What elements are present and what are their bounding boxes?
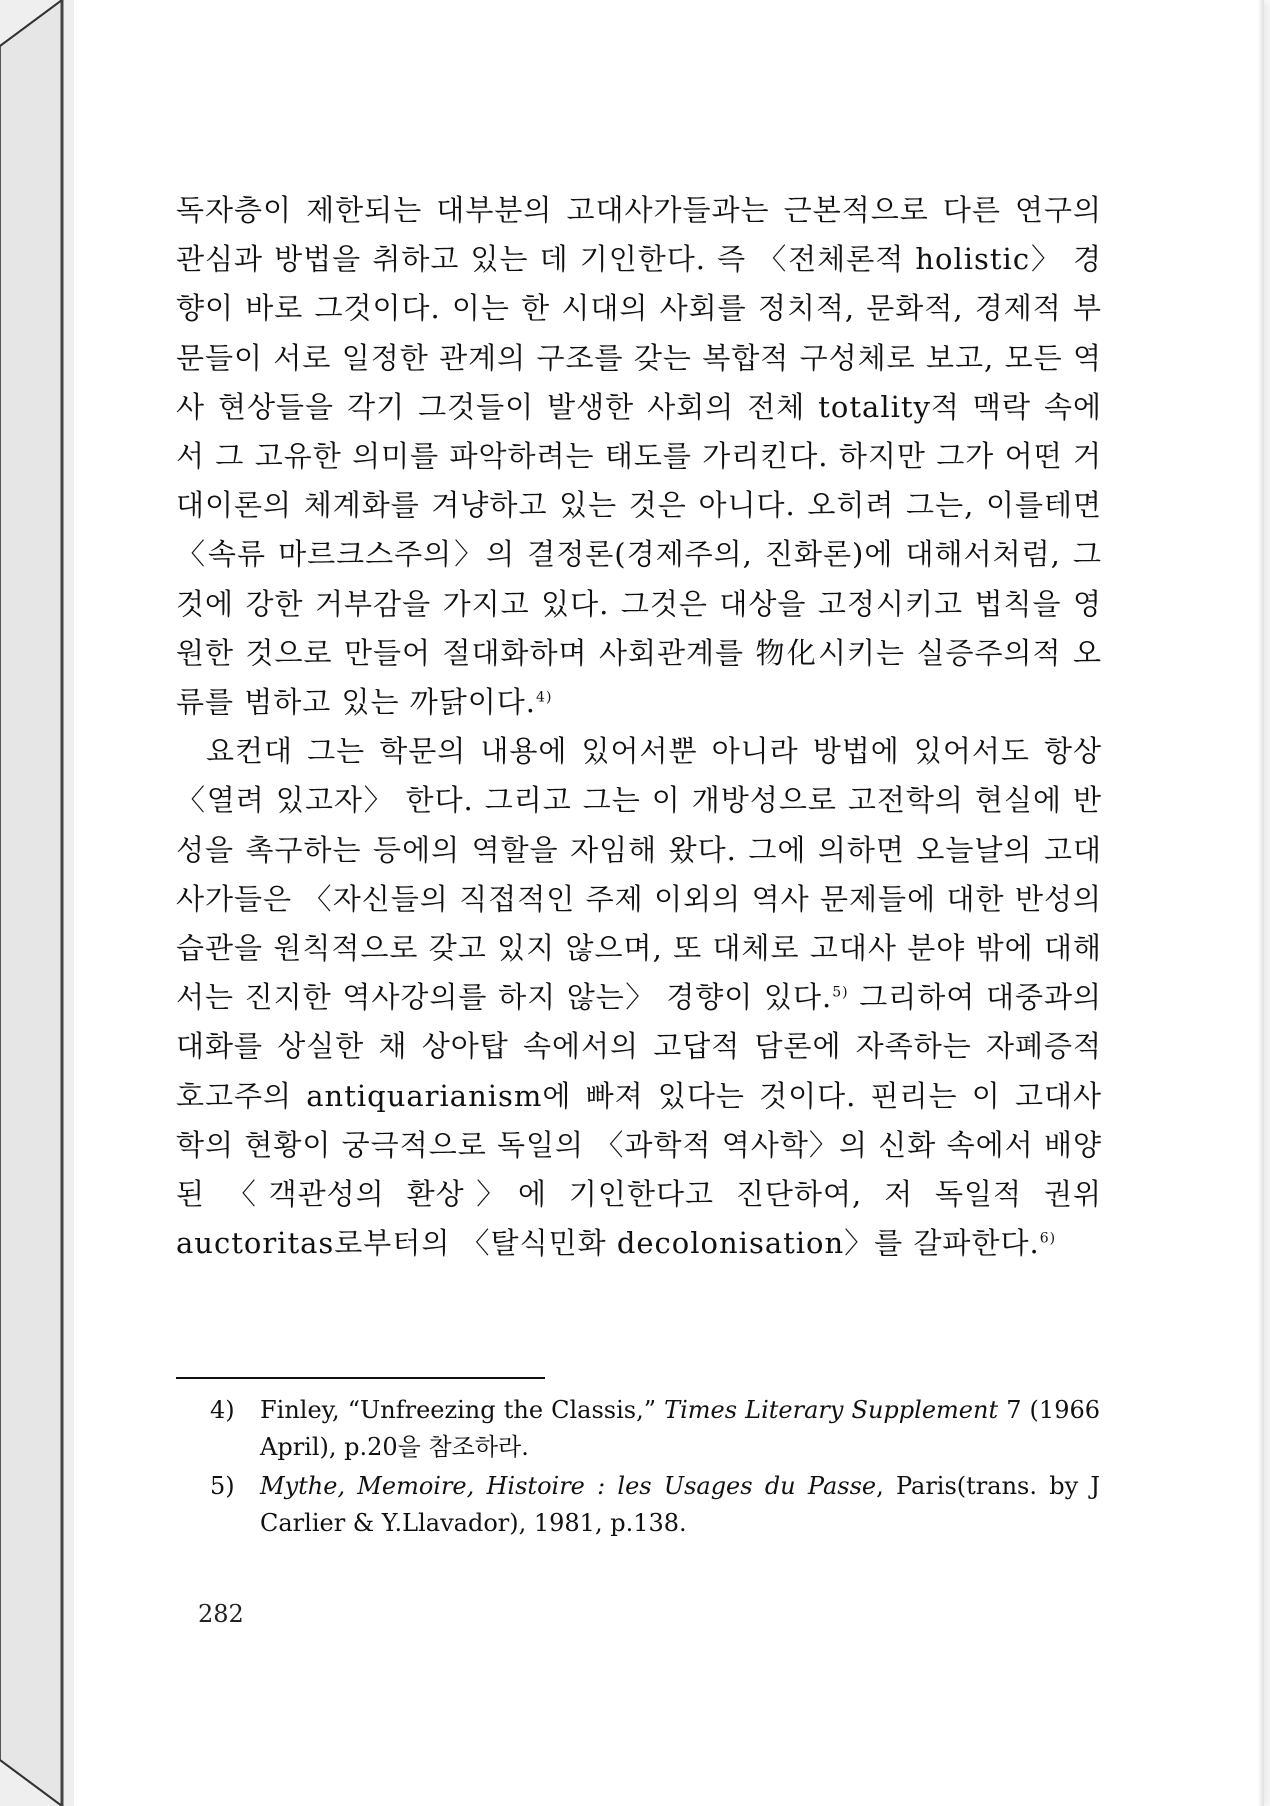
page-number: 282: [198, 1600, 244, 1628]
footnote-text: 7 (1966 April), p.20을 참조하라.: [260, 1396, 1100, 1461]
paragraph-1: [176, 186, 1102, 727]
footnote-5: [210, 1468, 1100, 1542]
footnote-ref-4: 4): [536, 689, 553, 706]
paragraph-2: [176, 727, 1102, 1268]
book-page-stack-edge: [0, 0, 74, 1806]
footnote-italic-title: Mythe, Memoire, Histoire : les Usages du Passe: [260, 1472, 877, 1500]
paragraph-1-text: 독자층이 제한되는 대부분의 고대사가들과는 근본적으로 다른 연구의 관심과 방법을 취하고 있는 데 기인한다. 즉 〈전체론적 holistic〉 경향이 바로 그것이다. 이는 한 시대의 사회를 정치적, 문화적, 경제적 부문들이 서로 일정한 관계의 구조를 갖는 복합적 구성체로 보고, 모든 역사 현상들을 각기 그것들이 발생한 사회의 전체 totality적 맥락 속에서 그 고유한 의미를 파악하려는 태도를 가리킨다. 하지만 그가 어떤 거대이론의 체계화를 겨냥하고 있는 것은 아니다. 오히려 그는, 이를테면 〈속류 마르크스주의〉의 결정론(경제주의, 진화론)에 대해서처럼, 그것에 강한 거부감을 가지고 있다. 그것은 대상을 고정시키고 법칙을 영원한 것으로 만들어 절대화하며 사회관계를 物化시키는 실증주의적 오류를 범하고 있는 까닭이다.: [176, 193, 1102, 720]
footnote-ref-5: 5): [832, 984, 849, 1001]
footnote-4: [210, 1392, 1100, 1466]
body-text: [176, 186, 1102, 1268]
footnote-italic-title: Times Literary Supplement: [664, 1396, 999, 1424]
footnote-ref-6: 6): [1039, 1230, 1057, 1247]
paragraph-2-text-b: 그리하여 대중과의 대화를 상실한 채 상아탑 속에서의 고답적 담론에 자족하는 자폐증적 호고주의 antiquarianism에 빠져 있다는 것이다. 핀리는 이 고대사학의 현황이 궁극적으로 독일의 〈과학적 역사학〉의 신화 속에서 배양된 〈객관성의 환상〉에 기인한다고 진단하여, 저 독일적 권위 auctoritas로부터의 〈탈식민화 decolonisation〉를 갈파한다.: [176, 980, 1102, 1261]
footnote-text: Finley, “Unfreezing the Classis,”: [260, 1396, 665, 1424]
footnote-number: 4): [210, 1396, 235, 1424]
paragraph-2-text-a: 요컨대 그는 학문의 내용에 있어서뿐 아니라 방법에 있어서도 항상 〈열려 있고자〉 한다. 그리고 그는 이 개방성으로 고전학의 현실에 반성을 촉구하는 등에의 역할을 자임해 왔다. 그에 의하면 오늘날의 고대사가들은 〈자신들의 직접적인 주제 이외의 역사 문제들에 대한 반성의 습관을 원칙적으로 갖고 있지 않으며, 또 대체로 고대사 분야 밖에 대해서는 진지한 역사강의를 하지 않는〉 경향이 있다.: [176, 734, 1102, 1015]
footnote-separator: [176, 1377, 545, 1379]
footnotes: [210, 1392, 1100, 1544]
footnote-text: , Paris(trans. by J Carlier & Y.Llavador), 1981, p.138.: [260, 1472, 1101, 1537]
page-edge-graphic: [0, 0, 74, 1806]
footnote-number: 5): [210, 1472, 235, 1500]
